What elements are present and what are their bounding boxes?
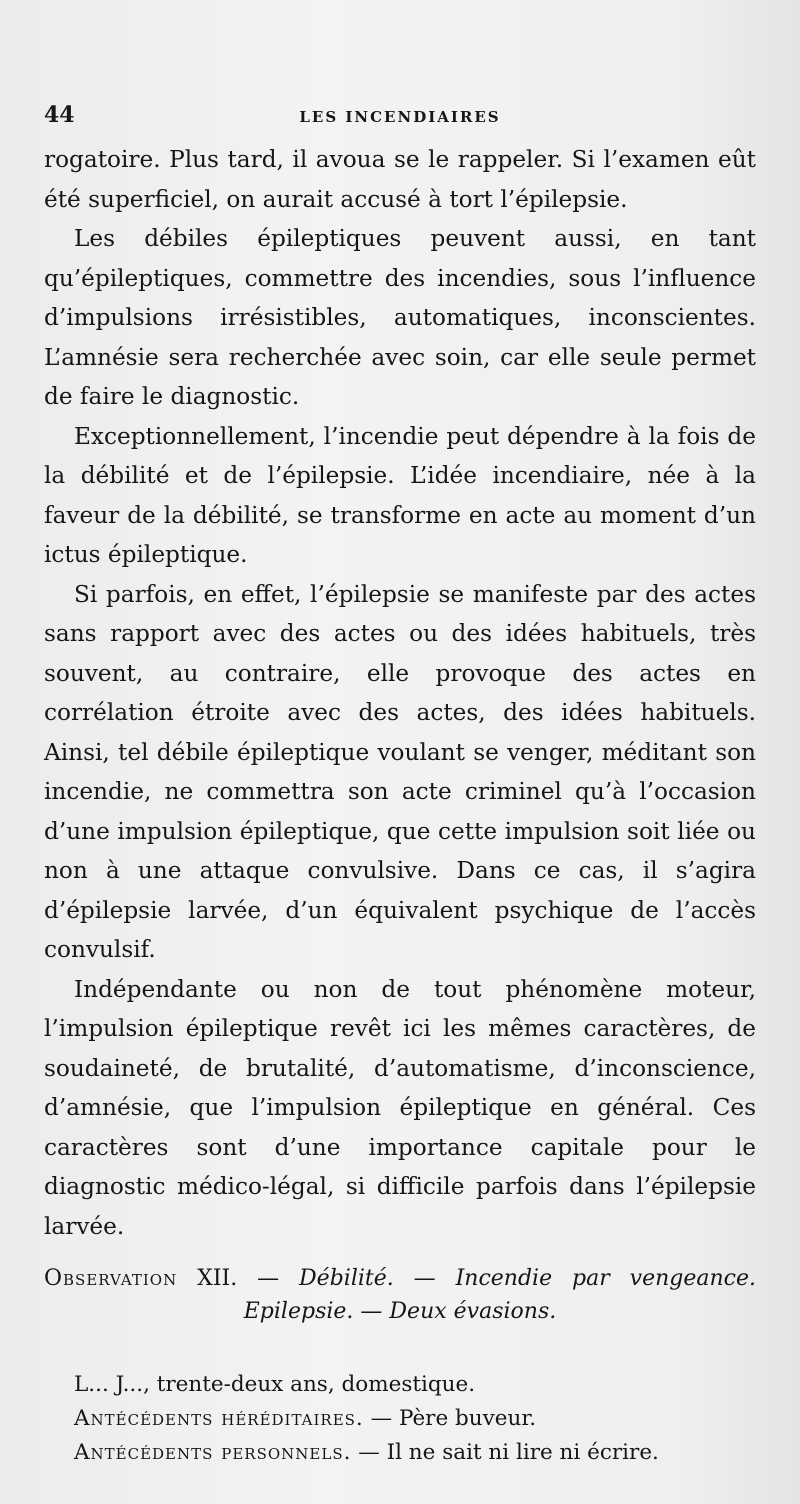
personal-label: Antécédents personnels. xyxy=(74,1440,352,1465)
observation-title-incendie: Incendie par vengeance. xyxy=(455,1266,756,1291)
page-header xyxy=(44,102,756,132)
hereditary-label: Antécédents héréditaires. xyxy=(74,1406,364,1431)
observation-title-evasions: Deux évasions. xyxy=(389,1299,557,1324)
observation-heading xyxy=(44,1262,756,1328)
observation-title-line xyxy=(44,1262,756,1295)
paragraph: Exceptionnellement, l’incendie peut dépendre à la fois de la débilité et de l’épilepsie. L’idée incendiaire, née à la faveur de la débilité, se transforme en acte au moment d’un ictus épileptique. xyxy=(44,422,756,568)
case-intro: L... J..., trente-deux ans, domestique. xyxy=(74,1372,476,1397)
paragraph: Les débiles épileptiques peuvent aussi, en tant qu’épileptiques, commettre des incendies, sous l’influence d’impulsions irrésistibles, automatiques, inconscientes. L’amnésie sera recherchée avec soin, car elle seule permet de faire le diagnostic. xyxy=(44,225,756,410)
paragraph: Si parfois, en effet, l’épilepsie se manifeste par des actes sans rapport avec des actes ou des idées habituels, très souvent, au contraire, elle provoque des actes en corrélation étroite avec des actes, des idées habituels. Ainsi, tel débile épileptique voulant se venger, méditant son incendie, ne commettra son acte criminel qu’à l’occasion d’une impulsion épileptique, que cette impulsion soit liée ou non à une attaque convulsive. Dans ce cas, il s’agira d’épilepsie larvée, d’un équivalent psychique de l’accès convulsif. xyxy=(44,580,756,963)
running-title: LES INCENDIAIRES xyxy=(299,108,501,126)
page-number: 44 xyxy=(44,102,75,128)
separator: — xyxy=(393,1266,456,1291)
observation-subtitle-line xyxy=(44,1295,756,1328)
observation-label: Observation xyxy=(44,1266,178,1291)
observation-title-epilepsie: Epilepsie. xyxy=(243,1299,354,1324)
separator: — xyxy=(237,1266,300,1291)
body-text xyxy=(44,140,756,1246)
personal-text: — Il ne sait ni lire ni écrire. xyxy=(351,1440,659,1465)
hereditary-text: — Père buveur. xyxy=(363,1406,537,1431)
personal-history xyxy=(74,1436,756,1470)
paragraph: Indépendante ou non de tout phénomène moteur, l’impulsion épileptique revêt ici les mêmes caractères, de soudaineté, de brutalité, d’automatisme, d’inconscience, d’amnésie, que l’impulsion épileptique en général. Ces caractères sont d’une importance capitale pour le diagnostic médico-légal, si difficile parfois dans l’épilepsie larvée. xyxy=(44,975,756,1240)
observation-title-debilite: Débilité. xyxy=(299,1266,394,1291)
case-details xyxy=(74,1368,756,1470)
hereditary-history xyxy=(74,1402,756,1436)
paragraph-continuation: rogatoire. Plus tard, il avoua se le rappeler. Si l’examen eût été superficiel, on aurait accusé à tort l’épilepsie. xyxy=(44,146,756,213)
observation-number: XII. xyxy=(197,1266,238,1291)
separator: — xyxy=(353,1299,390,1324)
